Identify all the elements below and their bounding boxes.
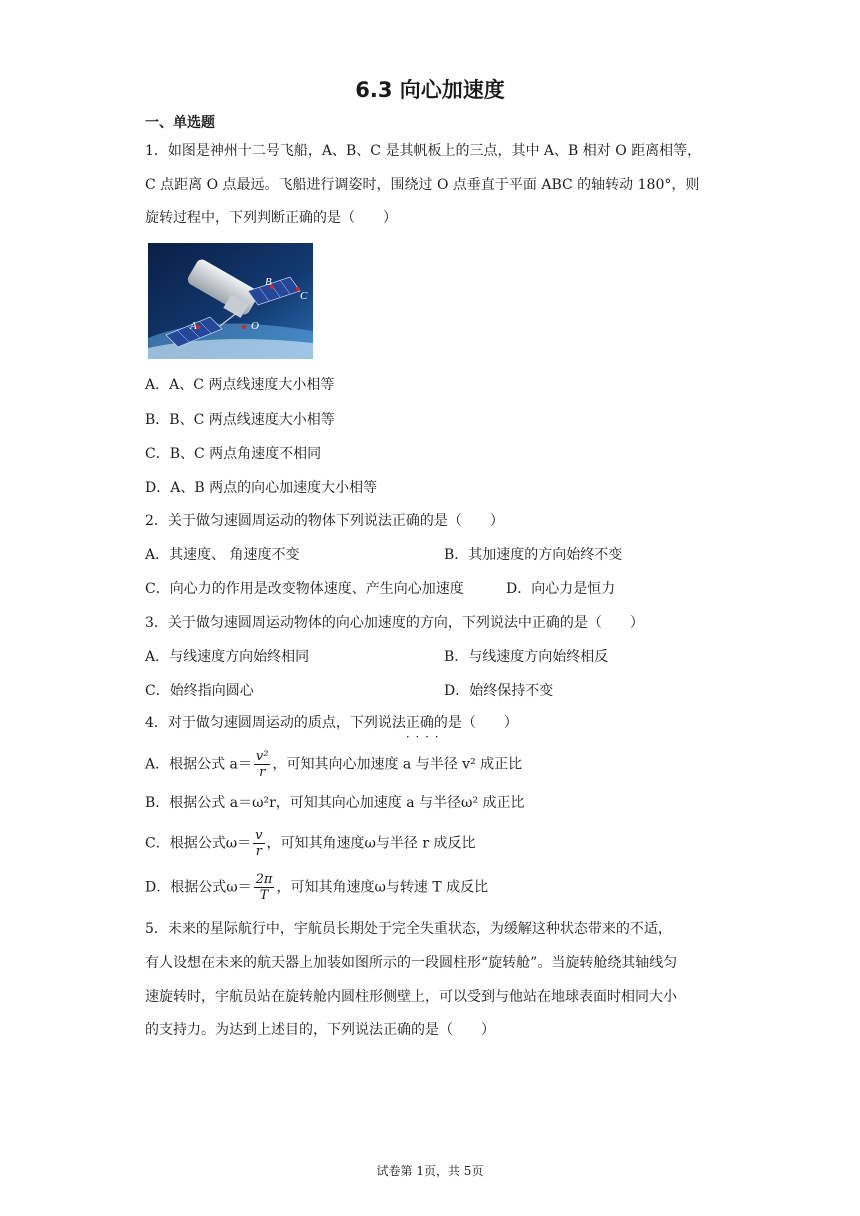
- page-title: 6.3 向心加速度: [355, 78, 505, 102]
- q4-option-b: B．根据公式 a＝ω²r，可知其向心加速度 a 与半径ω² 成正比: [145, 795, 525, 811]
- q4-stem: [145, 713, 518, 733]
- q4-c-denominator: r: [255, 844, 262, 859]
- q4-c-post: ，可知其角速度ω与半径 r 成反比: [266, 835, 476, 852]
- q2-option-d: D．向心力是恒力: [506, 581, 616, 597]
- q2-option-a: A．其速度、 角速度不变: [145, 547, 300, 563]
- q5-stem-line-1: 5．未来的星际航行中，宇航员长期处于完全失重状态，为缓解这种状态带来的不适，: [145, 921, 672, 937]
- label-a: A: [190, 320, 197, 332]
- q4-c-numerator: v: [255, 828, 263, 843]
- section-heading: 一、单选题: [145, 115, 215, 131]
- q4-d-fraction: [254, 872, 275, 903]
- q4-a-post: ，可知其向心加速度 a 与半径 v² 成正比: [272, 756, 523, 773]
- q1-stem-line-2: C 点距离 O 点最远。飞船进行调姿时，围绕过 O 点垂直于平面 ABC 的轴转动 180°，则: [145, 177, 700, 193]
- q4-a-fraction: [254, 749, 271, 780]
- q1-option-a: A．A、C 两点线速度大小相等: [145, 377, 335, 393]
- q4-d-pre: D．根据公式ω＝: [145, 879, 252, 896]
- spacecraft-figure: [148, 243, 313, 359]
- q4-a-pre: A．根据公式 a＝: [145, 756, 252, 773]
- q1-stem-line-3: 旋转过程中，下列判断正确的是（ ）: [145, 210, 397, 226]
- q1-stem-line-1: 1．如图是神州十二号飞船，A、B、C 是其帆板上的三点，其中 A、B 相对 O 距离相等，: [145, 143, 702, 159]
- label-o: O: [251, 320, 259, 332]
- q3-option-b: B．与线速度方向始终相反: [444, 649, 609, 665]
- q4-stem-emphasis: 正确的是 · · · ·: [406, 715, 462, 731]
- q4-stem-pre: 4．对于做匀速圆周运动的质点，下列说法: [145, 715, 406, 731]
- q5-stem-line-3: 速旋转时，宇航员站在旋转舱内圆柱形侧壁上，可以受到与他站在地球表面时相同大小: [145, 989, 677, 1005]
- q3-stem: 3．关于做匀速圆周运动物体的向心加速度的方向，下列说法中正确的是（ ）: [145, 615, 644, 631]
- q1-option-c: C．B、C 两点角速度不相同: [145, 446, 322, 462]
- q3-option-a: A．与线速度方向始终相同: [145, 649, 310, 665]
- q4-option-d: [145, 872, 488, 903]
- label-c: C: [300, 290, 308, 302]
- page-footer: 试卷第 1页，共 5页: [376, 1164, 484, 1178]
- q2-stem: 2．关于做匀速圆周运动的物体下列说法正确的是（ ）: [145, 513, 504, 529]
- q4-option-a: [145, 749, 522, 780]
- label-b: B: [265, 276, 272, 288]
- q4-a-denominator: r: [259, 765, 266, 780]
- q2-option-b: B．其加速度的方向始终不变: [444, 547, 623, 563]
- q3-option-d: D．始终保持不变: [444, 683, 554, 699]
- q4-d-numerator: 2π: [255, 872, 273, 887]
- q3-option-c: C．始终指向圆心: [145, 683, 254, 699]
- q4-d-post: ，可知其角速度ω与转速 T 成反比: [276, 879, 489, 896]
- q5-stem-line-2: 有人设想在未来的航天器上加装如图所示的一段圆柱形“旋转舱”。当旋转舱绕其轴线匀: [145, 955, 678, 971]
- q5-stem-line-4: 的支持力。为达到上述目的，下列说法正确的是（ ）: [145, 1022, 495, 1038]
- q2-option-c: C．向心力的作用是改变物体速度、产生向心加速度: [145, 581, 464, 597]
- q4-a-numerator: v²: [255, 749, 269, 764]
- point-o-marker: [242, 325, 246, 329]
- q1-option-d: D．A、B 两点的向心加速度大小相等: [145, 480, 378, 496]
- q4-c-fraction: [253, 828, 264, 859]
- q4-option-c: [145, 828, 476, 859]
- q4-stem-post: （ ）: [461, 715, 518, 731]
- q1-option-b: B．B、C 两点线速度大小相等: [145, 412, 335, 428]
- q4-d-denominator: T: [259, 888, 269, 903]
- q4-c-pre: C．根据公式ω＝: [145, 835, 252, 852]
